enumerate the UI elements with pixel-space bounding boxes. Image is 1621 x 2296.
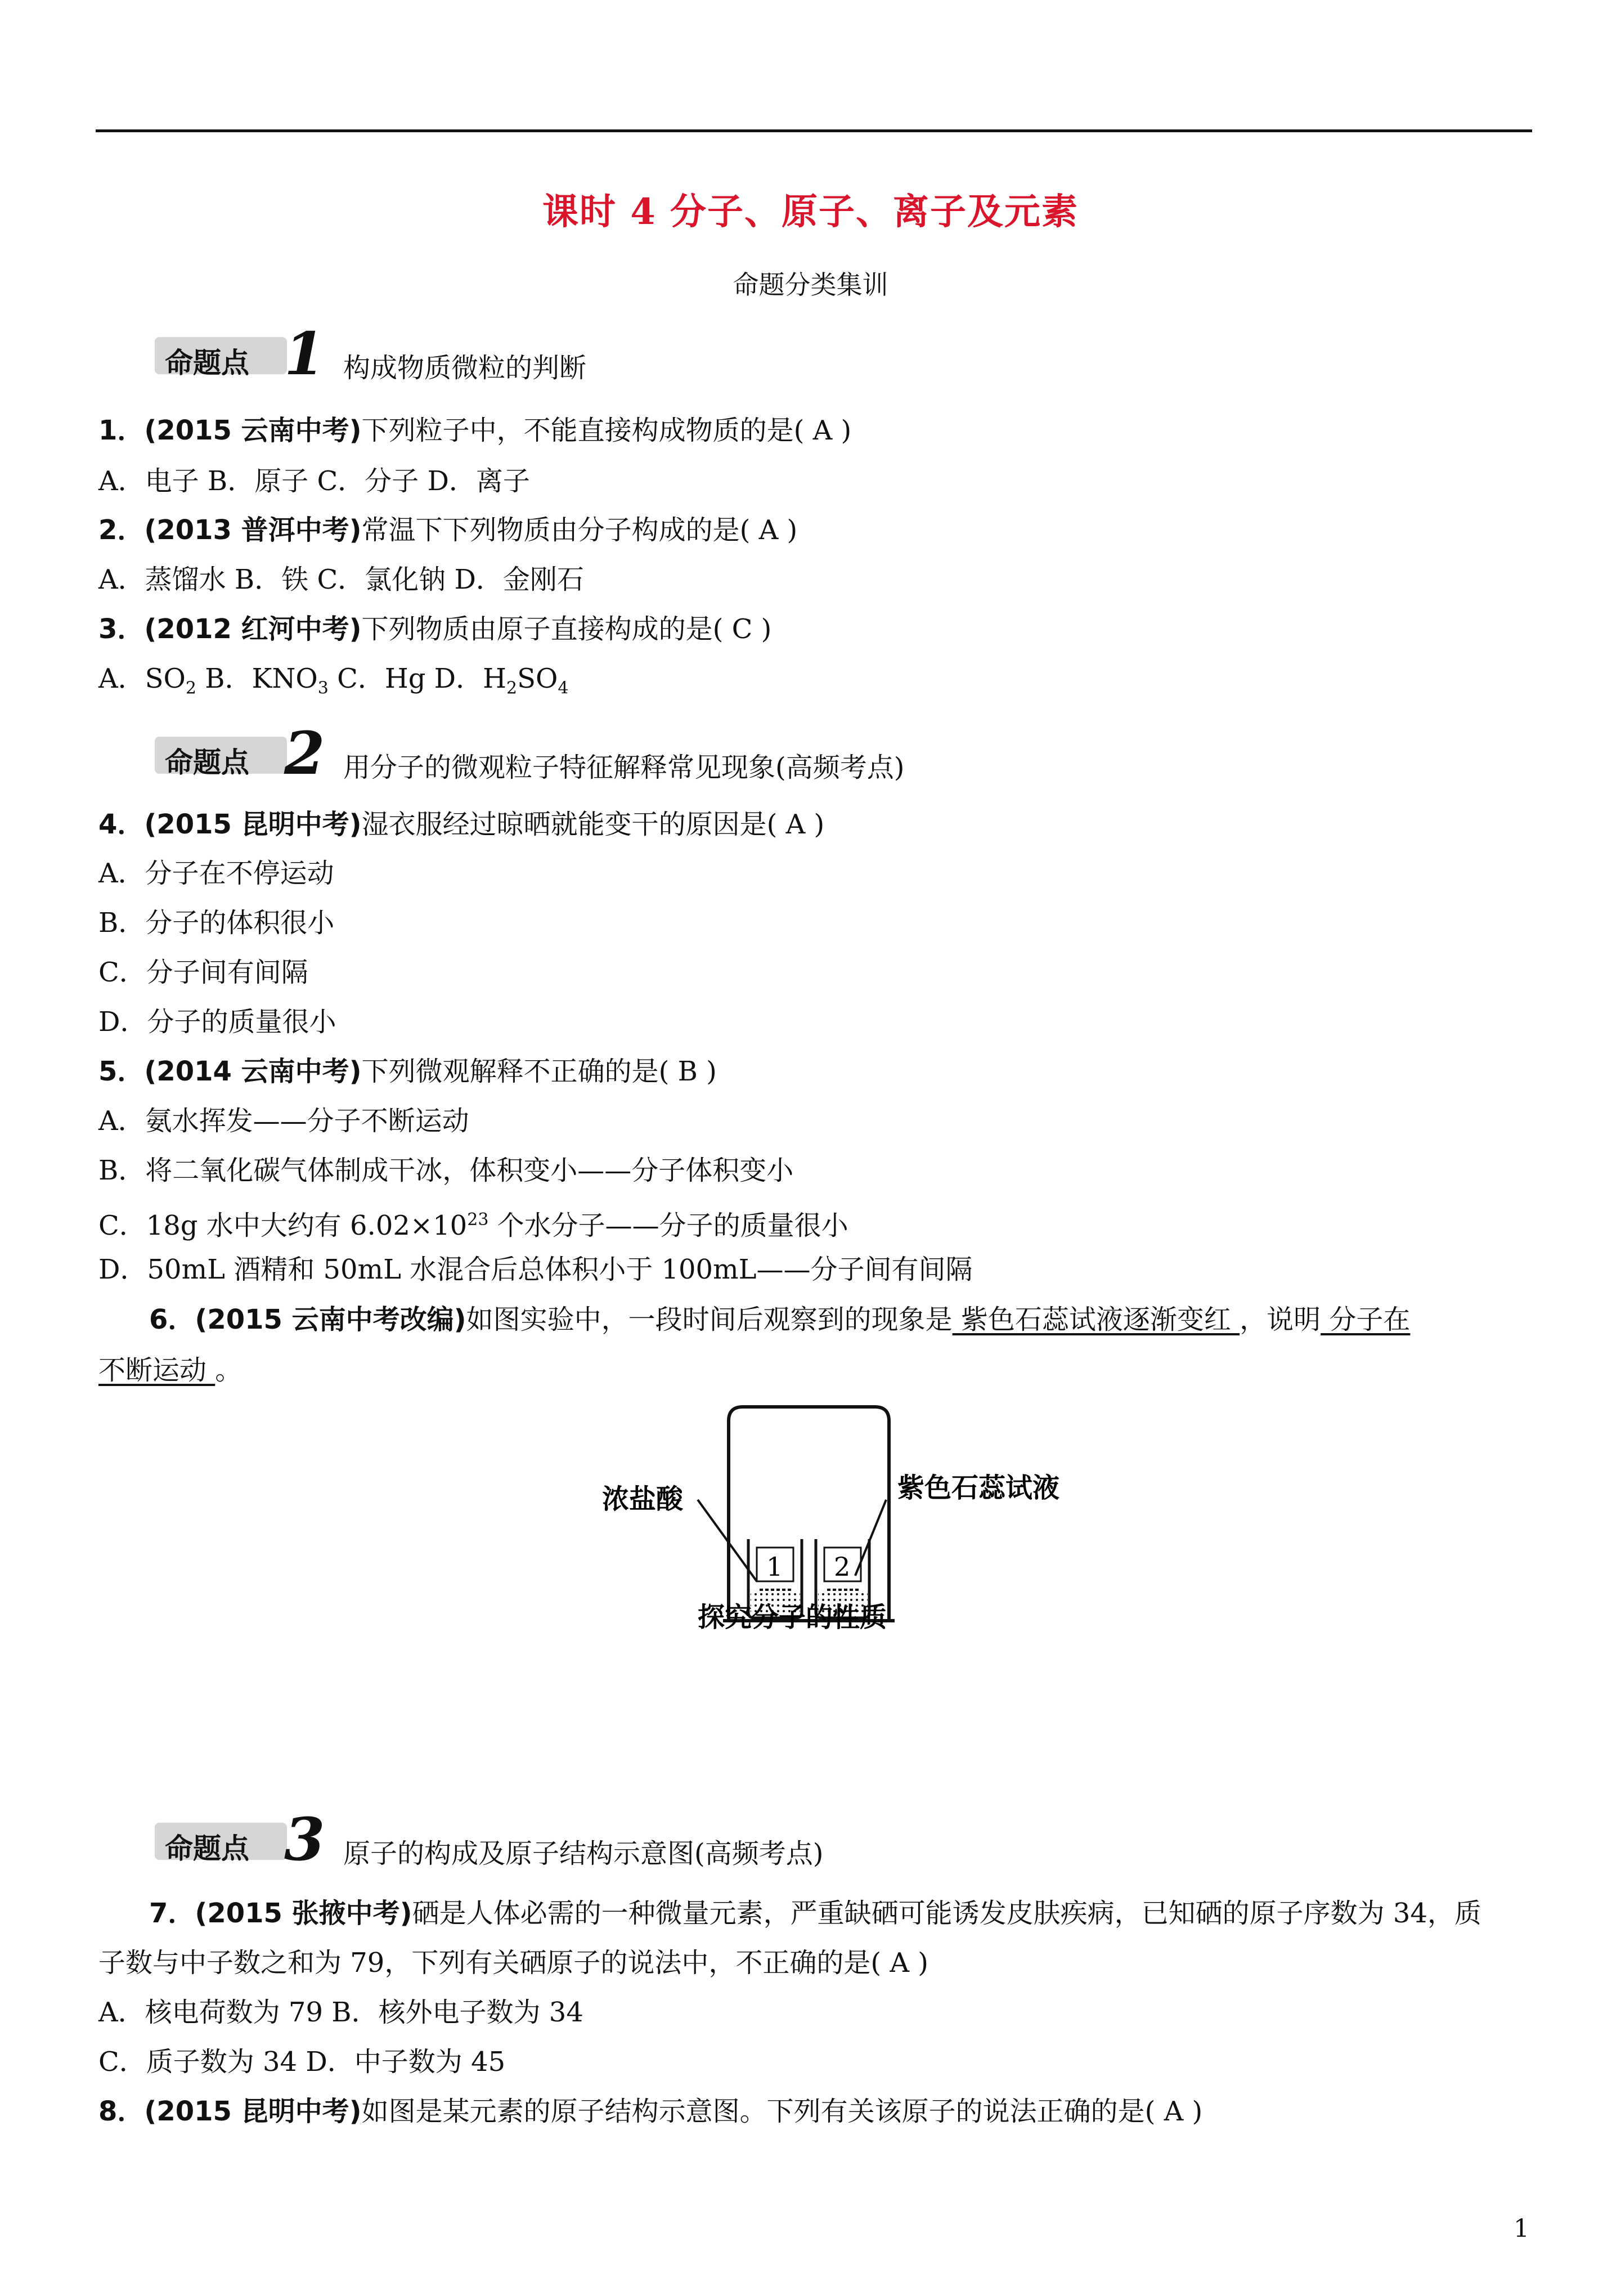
section-label-1: 构成物质微粒的判断 [343,352,587,384]
section-badge-2: 命题点 2 [155,729,329,775]
section-label-3: 原子的构成及原子结构示意图(高频考点) [343,1838,824,1869]
page-number: 1 [1514,2214,1529,2243]
section-badge-1: 命题点 1 [155,329,329,375]
question-3: 3．(2012 红河中考)下列物质由原子直接构成的是( C ) [98,613,772,645]
question-7-options-1: A．核电荷数为 79 B．核外电子数为 34 [98,1997,583,2028]
question-5-option-c: C．18g 水中大约有 $6.02\times 10^{23}$ 个水分子——分子的质量很小 [98,1210,848,1241]
experiment-figure [591,1396,1097,1643]
question-1: 1．(2015 云南中考)下列粒子中，不能直接构成物质的是( A ) [98,415,852,446]
section-badge-3: 命题点 3 [155,1815,329,1861]
question-5-option-a: A．氨水挥发——分子不断运动 [98,1105,469,1137]
figure-caption: 探究分子的性质 [698,1602,887,1633]
question-8: 8．(2015 昆明中考)如图是某元素的原子结构示意图。下列有关该原子的说法正确的是( A ) [98,2096,1203,2127]
section-label-2: 用分子的微观粒子特征解释常见现象(高频考点) [343,752,905,783]
question-4-option-b: B．分子的体积很小 [98,907,335,939]
question-5-option-d: D．50mL 酒精和 50mL 水混合后总体积小于 100mL——分子间有间隔 [98,1254,973,1285]
question-6-cont: 不断运动 。 [98,1355,243,1386]
question-6: 6．(2015 云南中考改编)如图实验中，一段时间后观察到的现象是 紫色石蕊试液逐渐变红 ，说明 分子在 [149,1304,1411,1335]
question-7: 7．(2015 张掖中考)硒是人体必需的一种微量元素，严重缺硒可能诱发皮肤疾病，已知硒的原子序数为 34，质 [149,1898,1481,1929]
question-7-cont: 子数与中子数之和为 79，下列有关硒原子的说法中，不正确的是( A ) [98,1947,928,1979]
beaker-1-label: 1 [766,1551,783,1582]
label-hydrochloric-acid: 浓盐酸 [602,1483,684,1515]
page-title: 课时 4 分子、原子、离子及元素 [542,191,1079,233]
question-4-option-c: C．分子间有间隔 [98,957,308,988]
question-4-option-d: D．分子的质量很小 [98,1006,336,1038]
question-3-options: A．$SO_2$ B．$KNO_3$ C．Hg D．$H_2SO_4$ [98,663,569,698]
question-5-option-b: B．将二氧化碳气体制成干冰，体积变小——分子体积变小 [98,1155,794,1186]
question-7-options-2: C．质子数为 34 D．中子数为 45 [98,2046,506,2078]
question-5: 5．(2014 云南中考)下列微观解释不正确的是( B ) [98,1056,717,1087]
question-4-option-a: A．分子在不停运动 [98,858,334,889]
question-1-options: A．电子 B．原子 C．分子 D．离子 [98,465,530,497]
label-litmus: 紫色石蕊试液 [897,1472,1060,1504]
question-2-options: A．蒸馏水 B．铁 C．氯化钠 D．金刚石 [98,564,584,595]
page-subtitle: 命题分类集训 [733,270,888,300]
header-rule [96,129,1532,132]
question-2: 2．(2013 普洱中考)常温下下列物质由分子构成的是( A ) [98,514,798,546]
beaker-2-label: 2 [834,1551,851,1582]
question-4: 4．(2015 昆明中考)湿衣服经过晾晒就能变干的原因是( A ) [98,809,825,840]
